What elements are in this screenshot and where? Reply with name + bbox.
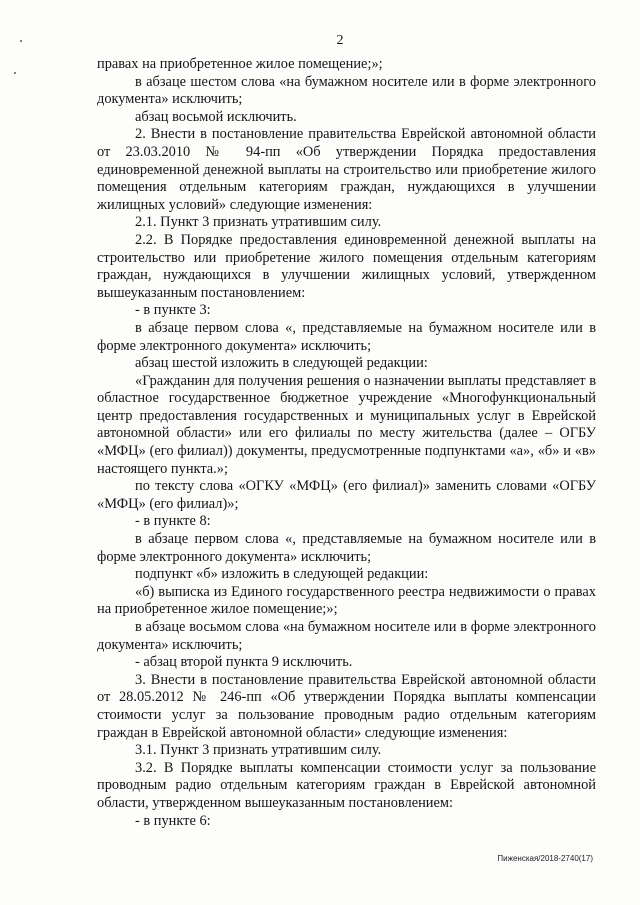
document-code: Пиженская/2018-2740(17) [497,854,593,863]
paragraph: в абзаце первом слова «, представляемые на бумажном носителе или в форме электронного документа» исключить; [97,531,596,565]
paragraph: 3.2. В Порядке выплаты компенсации стоимости услуг за пользование проводным радио отдельным категориям граждан в Еврейской автономной области, утвержденном вышеуказанным постановлением: [97,759,596,811]
paragraph: - в пункте 6: [135,812,211,829]
paragraph: «Гражданин для получения решения о назначении выплаты представляет в областное государственное бюджетное учреждение «Многофункциональный центр предоставления государственных и муниципальных услуг в Еврейской автономной области» или его филиалы по месту жительства (далее – ОГБУ «МФЦ» (его филиал)) документы, предусмотренные подпунктами «а», «б» и «в» настоящего пункта.»; [97,372,596,477]
paragraph: по тексту слова «ОГКУ «МФЦ» (его филиал)» заменить словами «ОГБУ «МФЦ» (его филиал)»; [97,478,596,512]
paragraph: «б) выписка из Единого государственного реестра недвижимости о правах на приобретенное жилое помещение;»; [97,583,596,618]
paragraph: в абзаце первом слова «, представляемые на бумажном носителе или в форме электронного документа» исключить; [97,319,596,354]
paragraph: - в пункте 8: [135,513,211,530]
paragraph: 2. Внести в постановление правительства Еврейской автономной области от 23.03.2010 № 94-пп «Об утверждении Порядка предоставления единовременной денежной выплаты на строительство или приобретение жилого помещения отдельным категориям граждан, нуждающихся в улучшении жилищных условий» следующие изменения: [97,126,596,213]
paragraph: подпункт «б» изложить в следующей редакции: [135,566,429,583]
paragraph: 2.1. Пункт 3 признать утратившим силу. [135,214,382,231]
paragraph: в абзаце восьмом слова «на бумажном носителе или в форме электронного документа» исключить; [97,619,596,653]
paragraph: правах на приобретенное жилое помещение;»; [97,56,383,72]
paragraph: - в пункте 3: [135,302,211,319]
paragraph: 2.2. В Порядке предоставления единовременной денежной выплаты на строительство или приобретение жилого помещения отдельным категориям граждан, нуждающихся в улучшении жилищных условий, утвержденном вышеуказанным постановлением: [97,231,596,301]
paragraph: абзац восьмой исключить. [135,108,297,125]
paragraph: - абзац второй пункта 9 исключить. [135,654,353,671]
page-number: 2 [336,33,344,48]
paragraph: в абзаце шестом слова «на бумажном носителе или в форме электронного документа» исключить; [97,73,596,108]
paragraph: 3.1. Пункт 3 признать утратившим силу. [135,742,382,759]
paragraph: абзац шестой изложить в следующей редакции: [135,355,428,372]
paragraph: 3. Внести в постановление правительства Еврейской автономной области от 28.05.2012 № 246-пп «Об утверждении Порядка выплаты компенсации стоимости услуг за пользование проводным радио отдельным категориям граждан в Еврейской автономной области» следующие изменения: [97,671,596,741]
document-body [97,56,596,830]
scan-speck [14,72,16,74]
